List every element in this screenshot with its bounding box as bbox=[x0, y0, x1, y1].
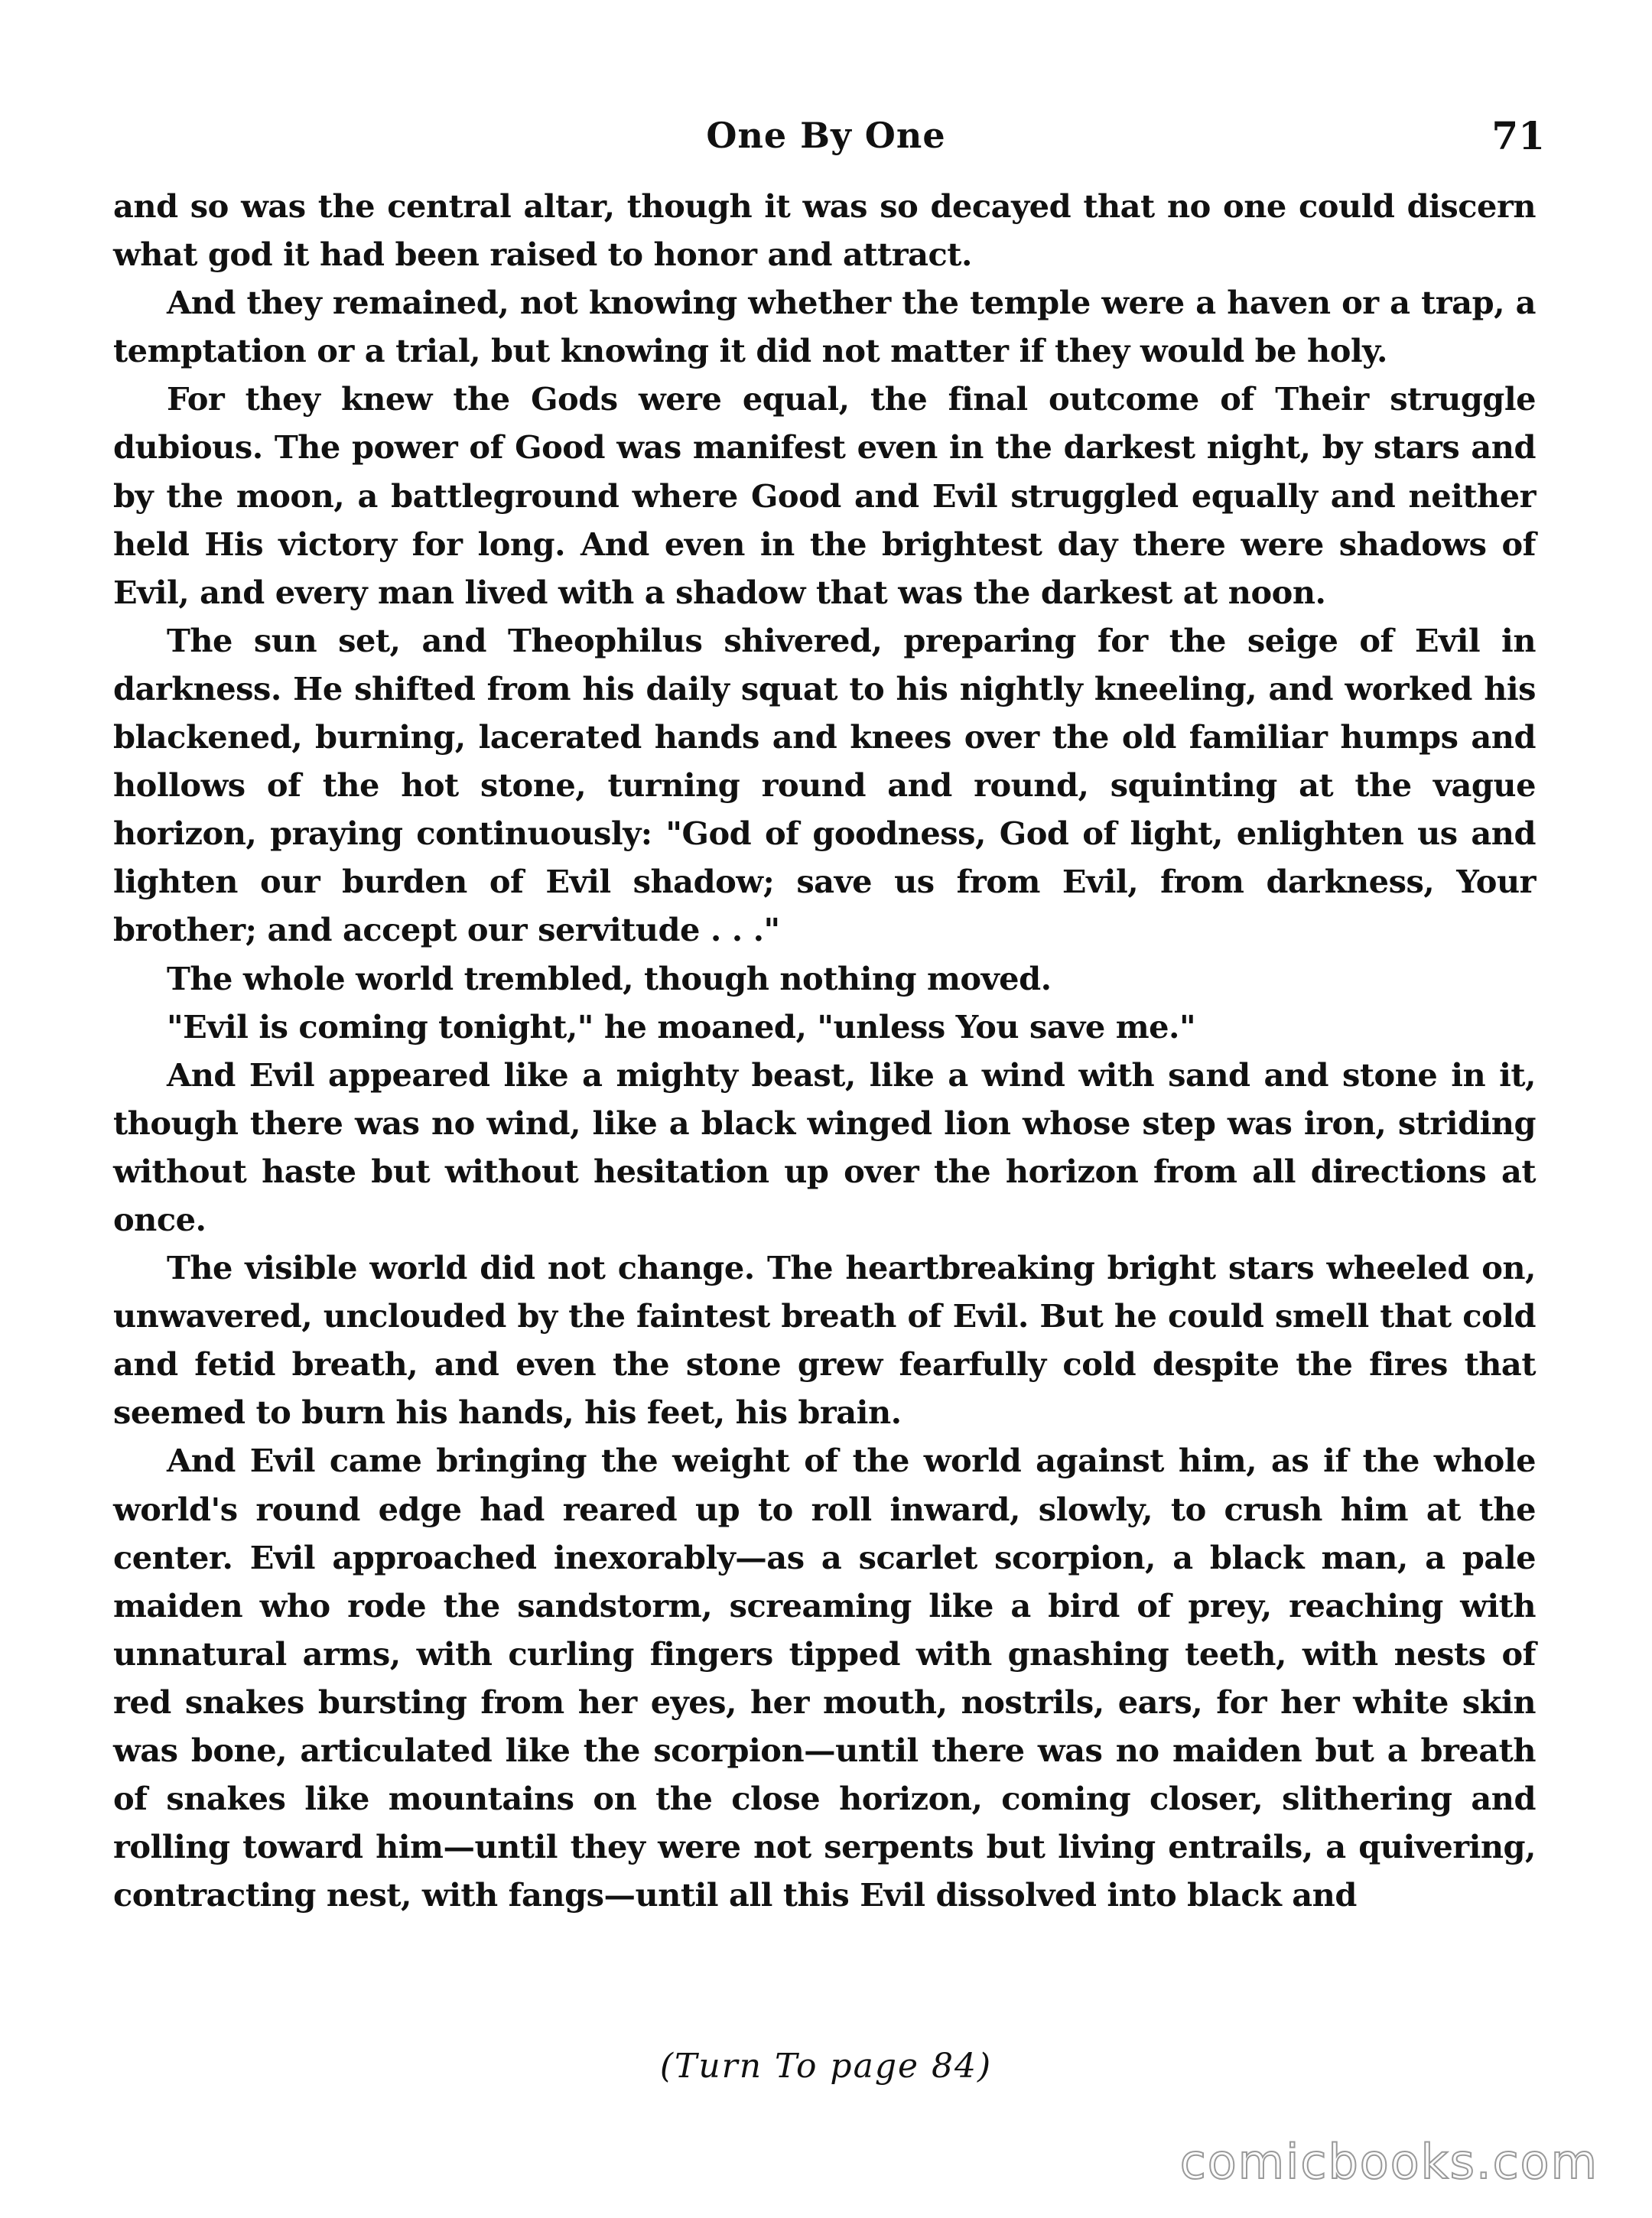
paragraph: and so was the central altar, though it was so decayed that no one could discern what god it had been raised to honor and attract. bbox=[113, 187, 1536, 274]
continuation-note: (Turn To page 84) bbox=[659, 2047, 993, 2086]
paragraph: The whole world trembled, though nothing moved. bbox=[167, 959, 1052, 997]
paragraph: And they remained, not knowing whether the temple were a haven or a trap, a temptation or a trial, but knowing it did not matter if they would be holy. bbox=[113, 284, 1536, 370]
watermark: comicbooks.com bbox=[1179, 2134, 1598, 2190]
paragraph: The sun set, and Theophilus shivered, preparing for the seige of Evil in darkness. He shifted from his daily squat to his nightly kneeling, and worked his blackened, burning, lacerated hands and knees over the old familiar humps and hollows of the hot stone, turning round and round, squinting at the vague horizon, praying continuously: "God of goodness, God of light, enlighten us and lighten our burden of Evil shadow; save us from Evil, from darkness, Your brother; and accept our servitude . . ." bbox=[113, 621, 1536, 949]
paragraph: And Evil came bringing the weight of the world against him, as if the whole world's round edge had reared up to roll inward, slowly, to crush him at the center. Evil approached inexorably—as a scarlet scorpion, a black man, a pale maiden who rode the sandstorm, screaming like a bird of prey, reaching with unnatural arms, with curling fingers tipped with gnashing teeth, with nests of red snakes bursting from her eyes, her mouth, nostrils, ears, for her white skin was bone, articulated like the scorpion—until there was no maiden but a breath of snakes like mountains on the close horizon, coming closer, slithering and rolling toward him—until they were not serpents but living entrails, a quivering, contracting nest, with fangs—until all this Evil dissolved into black and bbox=[113, 1442, 1536, 1914]
paragraph: The visible world did not change. The heartbreaking bright stars wheeled on, unwavered, unclouded by the faintest breath of Evil. But he could smell that cold and fetid breath, and even the stone grew fearfully cold despite the fires that seemed to burn his hands, his feet, his brain. bbox=[113, 1249, 1536, 1432]
running-header-title: One By One bbox=[706, 115, 946, 156]
page-number: 71 bbox=[1491, 113, 1545, 158]
paragraph: And Evil appeared like a mighty beast, like a wind with sand and stone in it, though there was no wind, like a black winged lion whose step was iron, striding without haste but without hesitation up over the horizon from all directions at once. bbox=[113, 1055, 1536, 1238]
paragraph: "Evil is coming tonight," he moaned, "unless You save me." bbox=[167, 1007, 1196, 1046]
body-text bbox=[113, 182, 1536, 1919]
paragraph: For they knew the Gods were equal, the final outcome of Their struggle dubious. The power of Good was manifest even in the darkest night, by stars and by the moon, a battleground where Good and Evil struggled equally and neither held His victory for long. And even in the brightest day there were shadows of Evil, and every man lived with a shadow that was the darkest at noon. bbox=[113, 380, 1536, 611]
